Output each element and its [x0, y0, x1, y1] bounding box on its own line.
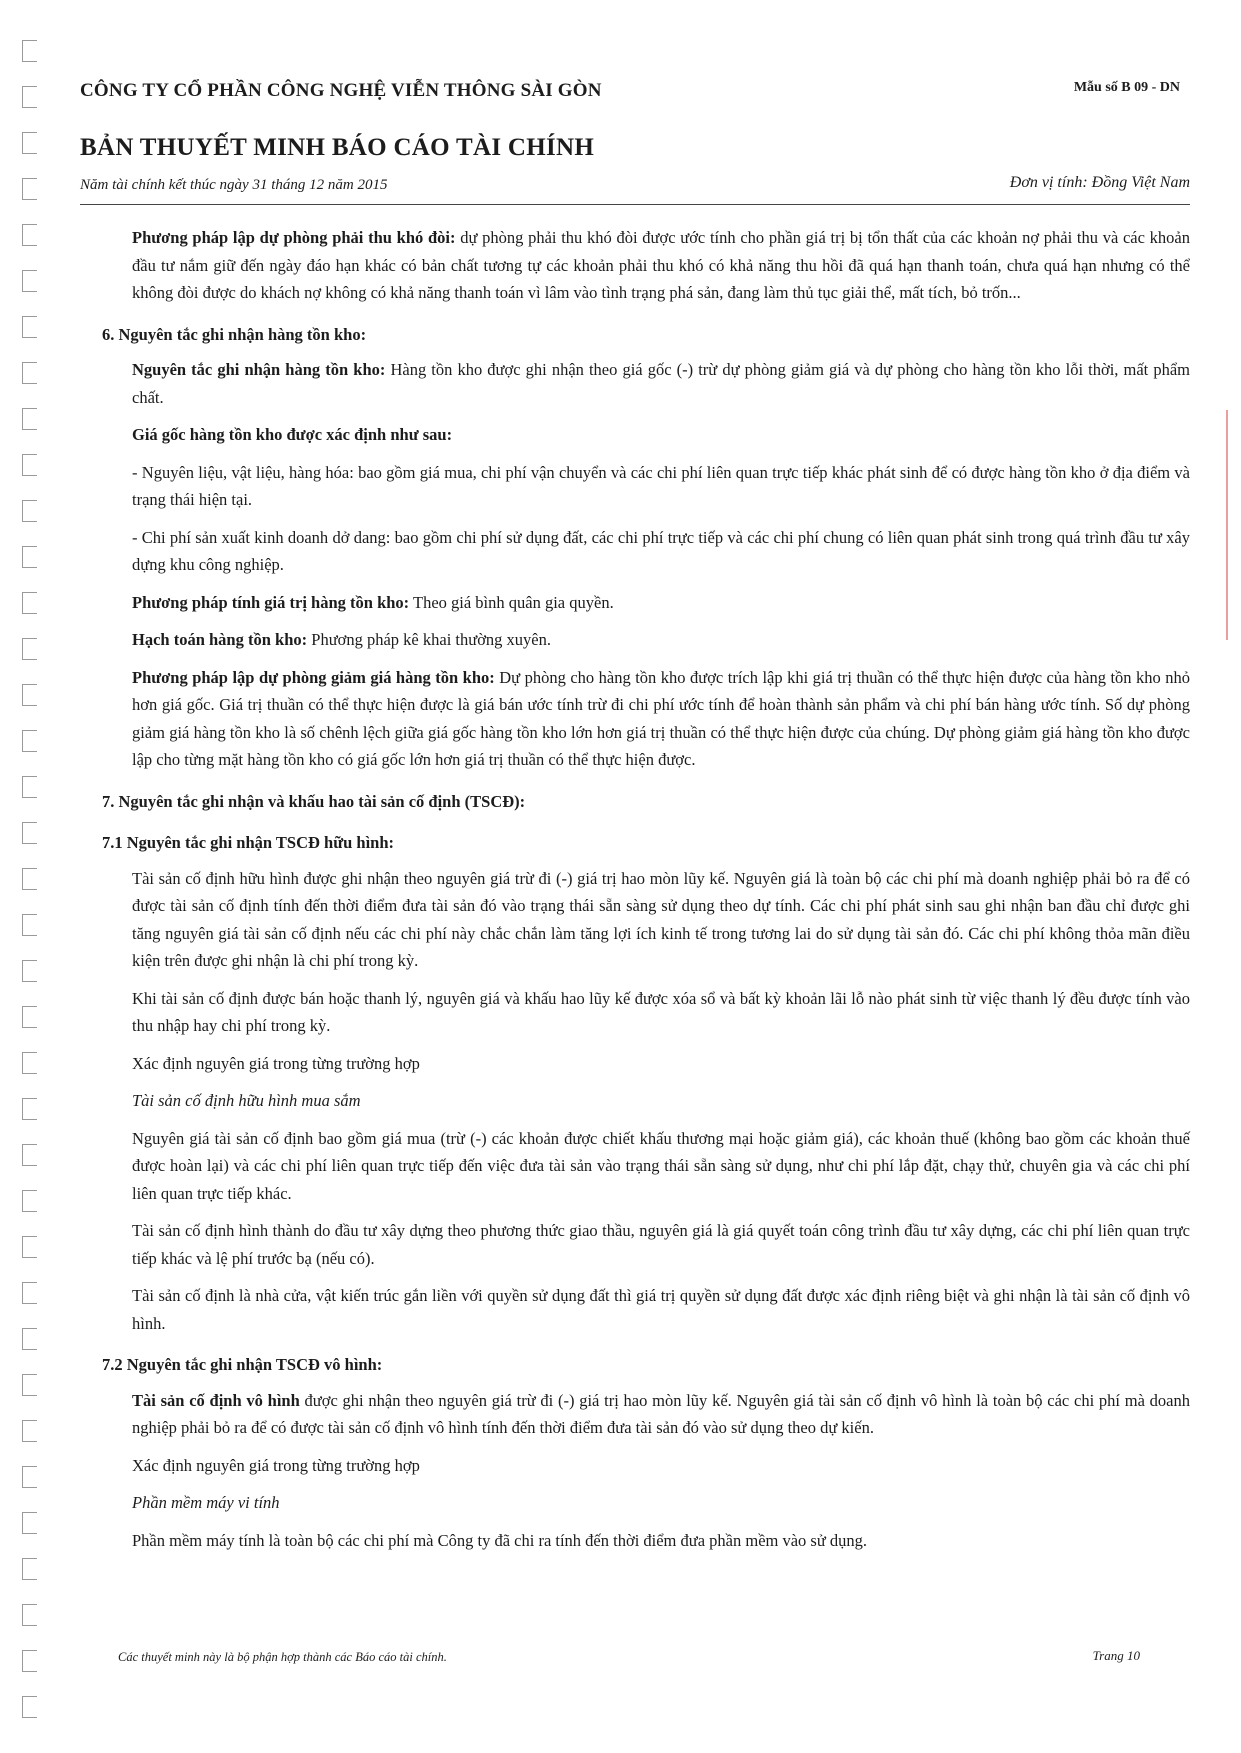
binder-ring-marks — [22, 40, 44, 1730]
subsection-heading: 7.1 Nguyên tắc ghi nhận TSCĐ hữu hình: — [102, 833, 395, 852]
paragraph: Tài sản cố định là nhà cửa, vật kiến trúc gắn liền với quyền sử dụng đất thì giá trị quyền sử dụng đất được xác định riêng biệt và ghi nhận là tài sản cố định vô hình. — [132, 1286, 1190, 1333]
paragraph — [132, 589, 1190, 617]
paragraph-text: được ghi nhận theo nguyên giá trừ đi (-) giá trị hao mòn lũy kế. Nguyên giá tài sản cố định vô hình là toàn bộ các chi phí mà doanh nghiệp phải bỏ ra để có được tài sản cố định vô hình tính đến thời điểm đưa tài sản đó vào sử dụng theo dự kiến. — [132, 1390, 1190, 1437]
section-heading: 6. Nguyên tắc ghi nhận hàng tồn kho: — [102, 324, 367, 344]
paragraph — [132, 356, 1190, 411]
header-divider — [80, 204, 1190, 205]
paragraph: Phần mềm máy tính là toàn bộ các chi phí mà Công ty đã chi ra tính đến thời điểm đưa phần mềm vào sử dụng. — [132, 1530, 868, 1550]
paragraph: Tài sản cố định hình thành do đầu tư xây dựng theo phương thức giao thầu, nguyên giá là giá quyết toán công trình đầu tư xây dựng, các chi phí liên quan trực tiếp khác và lệ phí trước bạ (nếu có). — [132, 1221, 1190, 1268]
paragraph: Khi tài sản cố định được bán hoặc thanh lý, nguyên giá và khấu hao lũy kế được xóa sổ và bất kỳ khoản lãi lỗ nào phát sinh từ việc thanh lý đều được tính vào thu nhập hay chi phí trong kỳ. — [132, 988, 1190, 1035]
report-title: BẢN THUYẾT MINH BÁO CÁO TÀI CHÍNH — [80, 134, 595, 161]
paragraph-text: Hàng tồn kho được ghi nhận theo giá gốc (-) trừ dự phòng giảm giá và dự phòng cho hàng tồn kho lỗi thời, mất phẩm chất. — [132, 360, 1191, 407]
paragraph: Nguyên giá tài sản cố định bao gồm giá mua (trừ (-) các khoản được chiết khấu thương mại hoặc giảm giá), các khoản thuế (không bao gồm các khoản thuế được hoàn lại) và các chi phí liên quan trực tiếp đến việc đưa tài sản vào trạng thái sẵn sàng sử dụng, như chi phí lắp đặt, chạy thử, chuyên gia và các chi phí liên quan trực tiếp khác. — [132, 1128, 1190, 1203]
page-number: Trang 10 — [1092, 1648, 1140, 1663]
paragraph-label: Tài sản cố định vô hình — [132, 1390, 300, 1410]
currency-unit: Đơn vị tính: Đồng Việt Nam — [1009, 174, 1190, 191]
form-code: Mẫu số B 09 - DN — [1073, 80, 1180, 95]
paragraph-italic: Phần mềm máy vi tính — [132, 1493, 280, 1512]
paragraph — [132, 224, 1190, 307]
fiscal-period: Năm tài chính kết thúc ngày 31 tháng 12 năm 2015 — [80, 177, 388, 193]
paragraph: - Chi phí sản xuất kinh doanh dở dang: bao gồm chi phí sử dụng đất, các chi phí trực tiếp và các chi phí chung có liên quan phát sinh trong quá trình đầu tư xây dựng khu công nghiệp. — [132, 527, 1190, 574]
paragraph: Tài sản cố định hữu hình được ghi nhận theo nguyên giá trừ đi (-) giá trị hao mòn lũy kế. Nguyên giá là toàn bộ các chi phí mà doanh nghiệp phải bỏ ra để có được tài sản cố định tính đến thời điểm đưa tài sản đó vào trạng thái sẵn sàng sử dụng theo dự tính. Các chi phí phát sinh sau ghi nhận ban đầu chỉ được ghi tăng nguyên giá tài sản cố định nếu các chi phí này chắc chắn làm tăng lợi ích kinh tế trong tương lai do sử dụng tài sản đó. Các chi phí không thỏa mãn điều kiện trên được ghi nhận là chi phí trong kỳ. — [132, 868, 1190, 970]
company-name: CÔNG TY CỔ PHẦN CÔNG NGHỆ VIỄN THÔNG SÀI GÒN — [80, 80, 602, 101]
red-stamp-fragment — [1226, 410, 1241, 640]
paragraph-italic: Tài sản cố định hữu hình mua sắm — [132, 1091, 361, 1110]
paragraph: - Nguyên liệu, vật liệu, hàng hóa: bao gồm giá mua, chi phí vận chuyển và các chi phí liên quan trực tiếp khác phát sinh để có được hàng tồn kho ở địa điểm và trạng thái hiện tại. — [132, 462, 1190, 509]
subsection-heading: 7.2 Nguyên tắc ghi nhận TSCĐ vô hình: — [102, 1355, 383, 1374]
paragraph-label: Hạch toán hàng tồn kho: — [132, 630, 308, 649]
paragraph — [132, 664, 1190, 774]
paragraph: Giá gốc hàng tồn kho được xác định như sau: — [132, 425, 453, 444]
paragraph — [132, 1387, 1190, 1442]
paragraph-label: Phương pháp lập dự phòng giảm giá hàng tồn kho: — [132, 667, 495, 687]
paragraph-text: Theo giá bình quân gia quyền. — [409, 592, 614, 612]
paragraph-label: Phương pháp lập dự phòng phải thu khó đòi: — [132, 228, 456, 247]
document-body — [92, 224, 1190, 1564]
paragraph-label: Phương pháp tính giá trị hàng tồn kho: — [132, 592, 410, 612]
paragraph-text: Dự phòng cho hàng tồn kho được trích lập khi giá trị thuần có thể thực hiện được của hàng tồn kho nhỏ hơn giá gốc. Giá trị thuần có thể thực hiện được là giá bán ước tính trừ đi chi phí ước tính để hoàn thành sản phẩm và chi phí bán hàng ước tính. Số dự phòng giảm giá hàng tồn kho là số chênh lệch giữa giá gốc hàng tồn kho lớn hơn giá trị thuần có thể thực hiện được của chúng. Dự phòng giảm giá hàng tồn kho được lập cho từng mặt hàng tồn kho có giá gốc lớn hơn giá trị thuần có thể thực hiện được. — [132, 667, 1191, 769]
paragraph: Xác định nguyên giá trong từng trường hợp — [132, 1455, 420, 1475]
section-heading: 7. Nguyên tắc ghi nhận và khấu hao tài sản cố định (TSCĐ): — [102, 791, 526, 811]
footer-note: Các thuyết minh này là bộ phận hợp thành các Báo cáo tài chính. — [118, 1650, 447, 1664]
paragraph-text: Phương pháp kê khai thường xuyên. — [307, 630, 551, 649]
paragraph-text: dự phòng phải thu khó đòi được ước tính cho phần giá trị bị tổn thất của các khoản nợ phải thu và các khoản đầu tư nắm giữ đến ngày đáo hạn khác có bản chất tương tự các khoản phải thu khó có khả năng thu hồi đã quá hạn thanh toán, chưa quá hạn nhưng có thể không đòi được do khách nợ không có khả năng thanh toán vì lâm vào tình trạng phá sản, đang làm thủ tục giải thể, mất tích, bỏ trốn... — [132, 228, 1190, 302]
paragraph-label: Nguyên tắc ghi nhận hàng tồn kho: — [132, 360, 386, 379]
paragraph — [132, 626, 1190, 654]
paragraph: Xác định nguyên giá trong từng trường hợp — [132, 1053, 420, 1073]
